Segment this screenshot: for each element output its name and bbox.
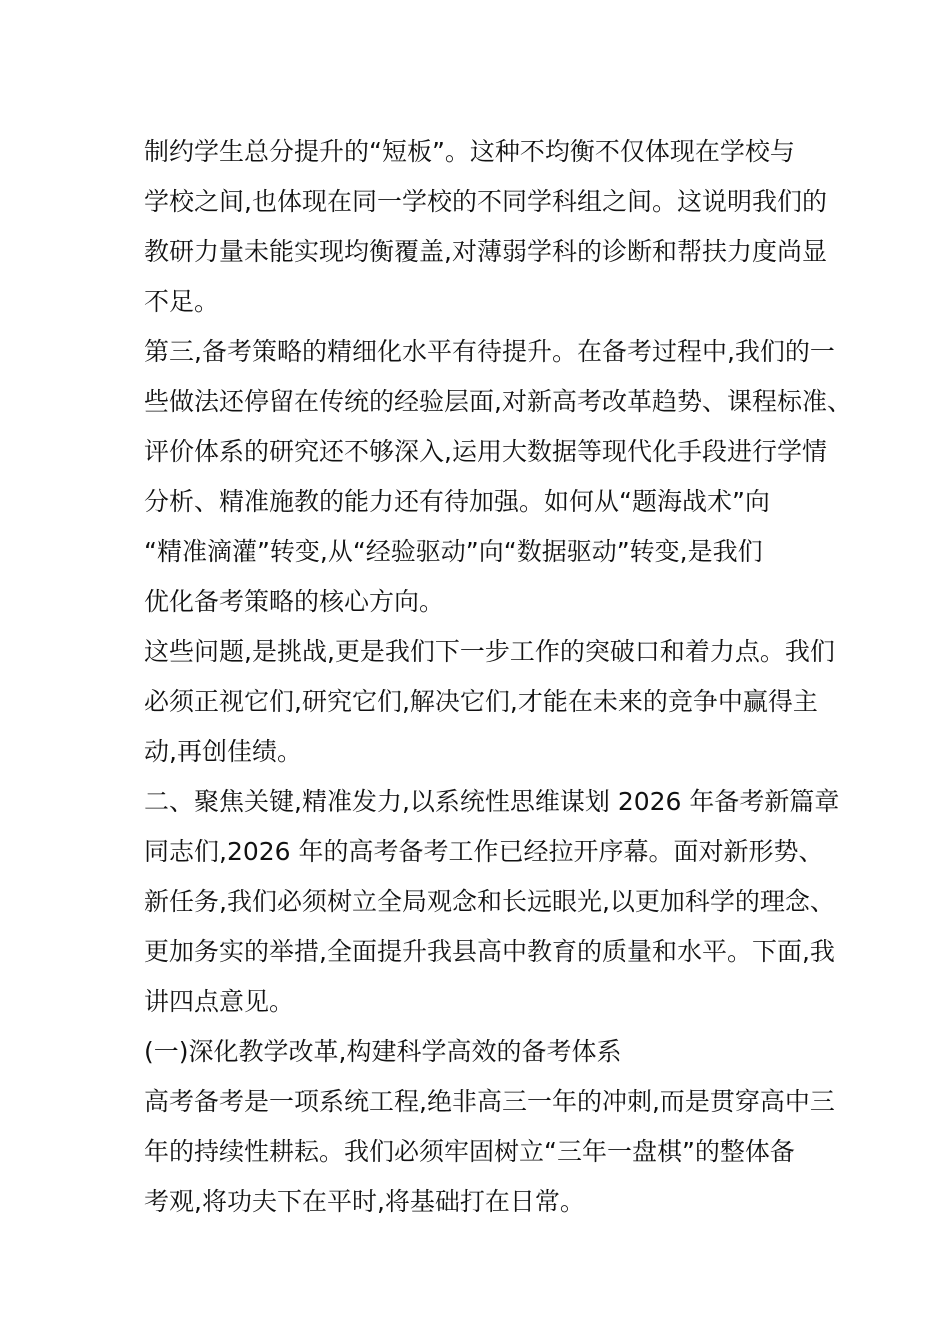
text-line: 动,再创佳绩。 xyxy=(144,737,302,766)
text-line: 教研力量未能实现均衡覆盖,对薄弱学科的诊断和帮扶力度尚显 xyxy=(144,237,827,266)
subsection-heading-1 xyxy=(144,1027,824,1077)
text-line: 制约学生总分提升的“短板”。这种不均衡不仅体现在学校与 xyxy=(144,137,795,166)
text-line: 这些问题,是挑战,更是我们下一步工作的突破口和着力点。我们 xyxy=(144,637,835,666)
section-heading-2 xyxy=(144,777,840,827)
text-line: 些做法还停留在传统的经验层面,对新高考改革趋势、课程标准、 xyxy=(144,387,852,416)
paragraph-2 xyxy=(144,327,852,627)
text-line: 分析、精准施教的能力还有待加强。如何从“题海战术”向 xyxy=(144,487,770,516)
text-line: 学校之间,也体现在同一学校的不同学科组之间。这说明我们的 xyxy=(144,187,827,216)
text-line: 讲四点意见。 xyxy=(144,987,295,1016)
paragraph-1 xyxy=(144,127,827,327)
text-line: 年的持续性耕耘。我们必须牢固树立“三年一盘棋”的整体备 xyxy=(144,1137,795,1166)
text-line: 优化备考策略的核心方向。 xyxy=(144,587,445,616)
text-line: “精准滴灌”转变,从“经验驱动”向“数据驱动”转变,是我们 xyxy=(144,537,763,566)
heading-line: 二、聚焦关键,精准发力,以系统性思维谋划 2026 年备考新篇章 xyxy=(144,787,840,816)
paragraph-3 xyxy=(144,627,835,777)
text-line: 高考备考是一项系统工程,绝非高三一年的冲刺,而是贯穿高中三 xyxy=(144,1087,835,1116)
paragraph-5 xyxy=(144,1077,835,1227)
document-body xyxy=(144,127,852,1227)
text-line: 第三,备考策略的精细化水平有待提升。在备考过程中,我们的一 xyxy=(144,337,835,366)
text-line: 同志们,2026 年的高考备考工作已经拉开序幕。面对新形势、 xyxy=(144,837,824,866)
text-line: 不足。 xyxy=(144,287,220,316)
text-line: 新任务,我们必须树立全局观念和长远眼光,以更加科学的理念、 xyxy=(144,887,835,916)
paragraph-4 xyxy=(144,827,835,1027)
text-line: 评价体系的研究还不够深入,运用大数据等现代化手段进行学情 xyxy=(144,437,827,466)
heading-line: (一)深化教学改革,构建科学高效的备考体系 xyxy=(144,1037,622,1066)
text-line: 更加务实的举措,全面提升我县高中教育的质量和水平。下面,我 xyxy=(144,937,835,966)
text-line: 必须正视它们,研究它们,解决它们,才能在未来的竞争中赢得主 xyxy=(144,687,818,716)
text-line: 考观,将功夫下在平时,将基础打在日常。 xyxy=(144,1187,585,1216)
